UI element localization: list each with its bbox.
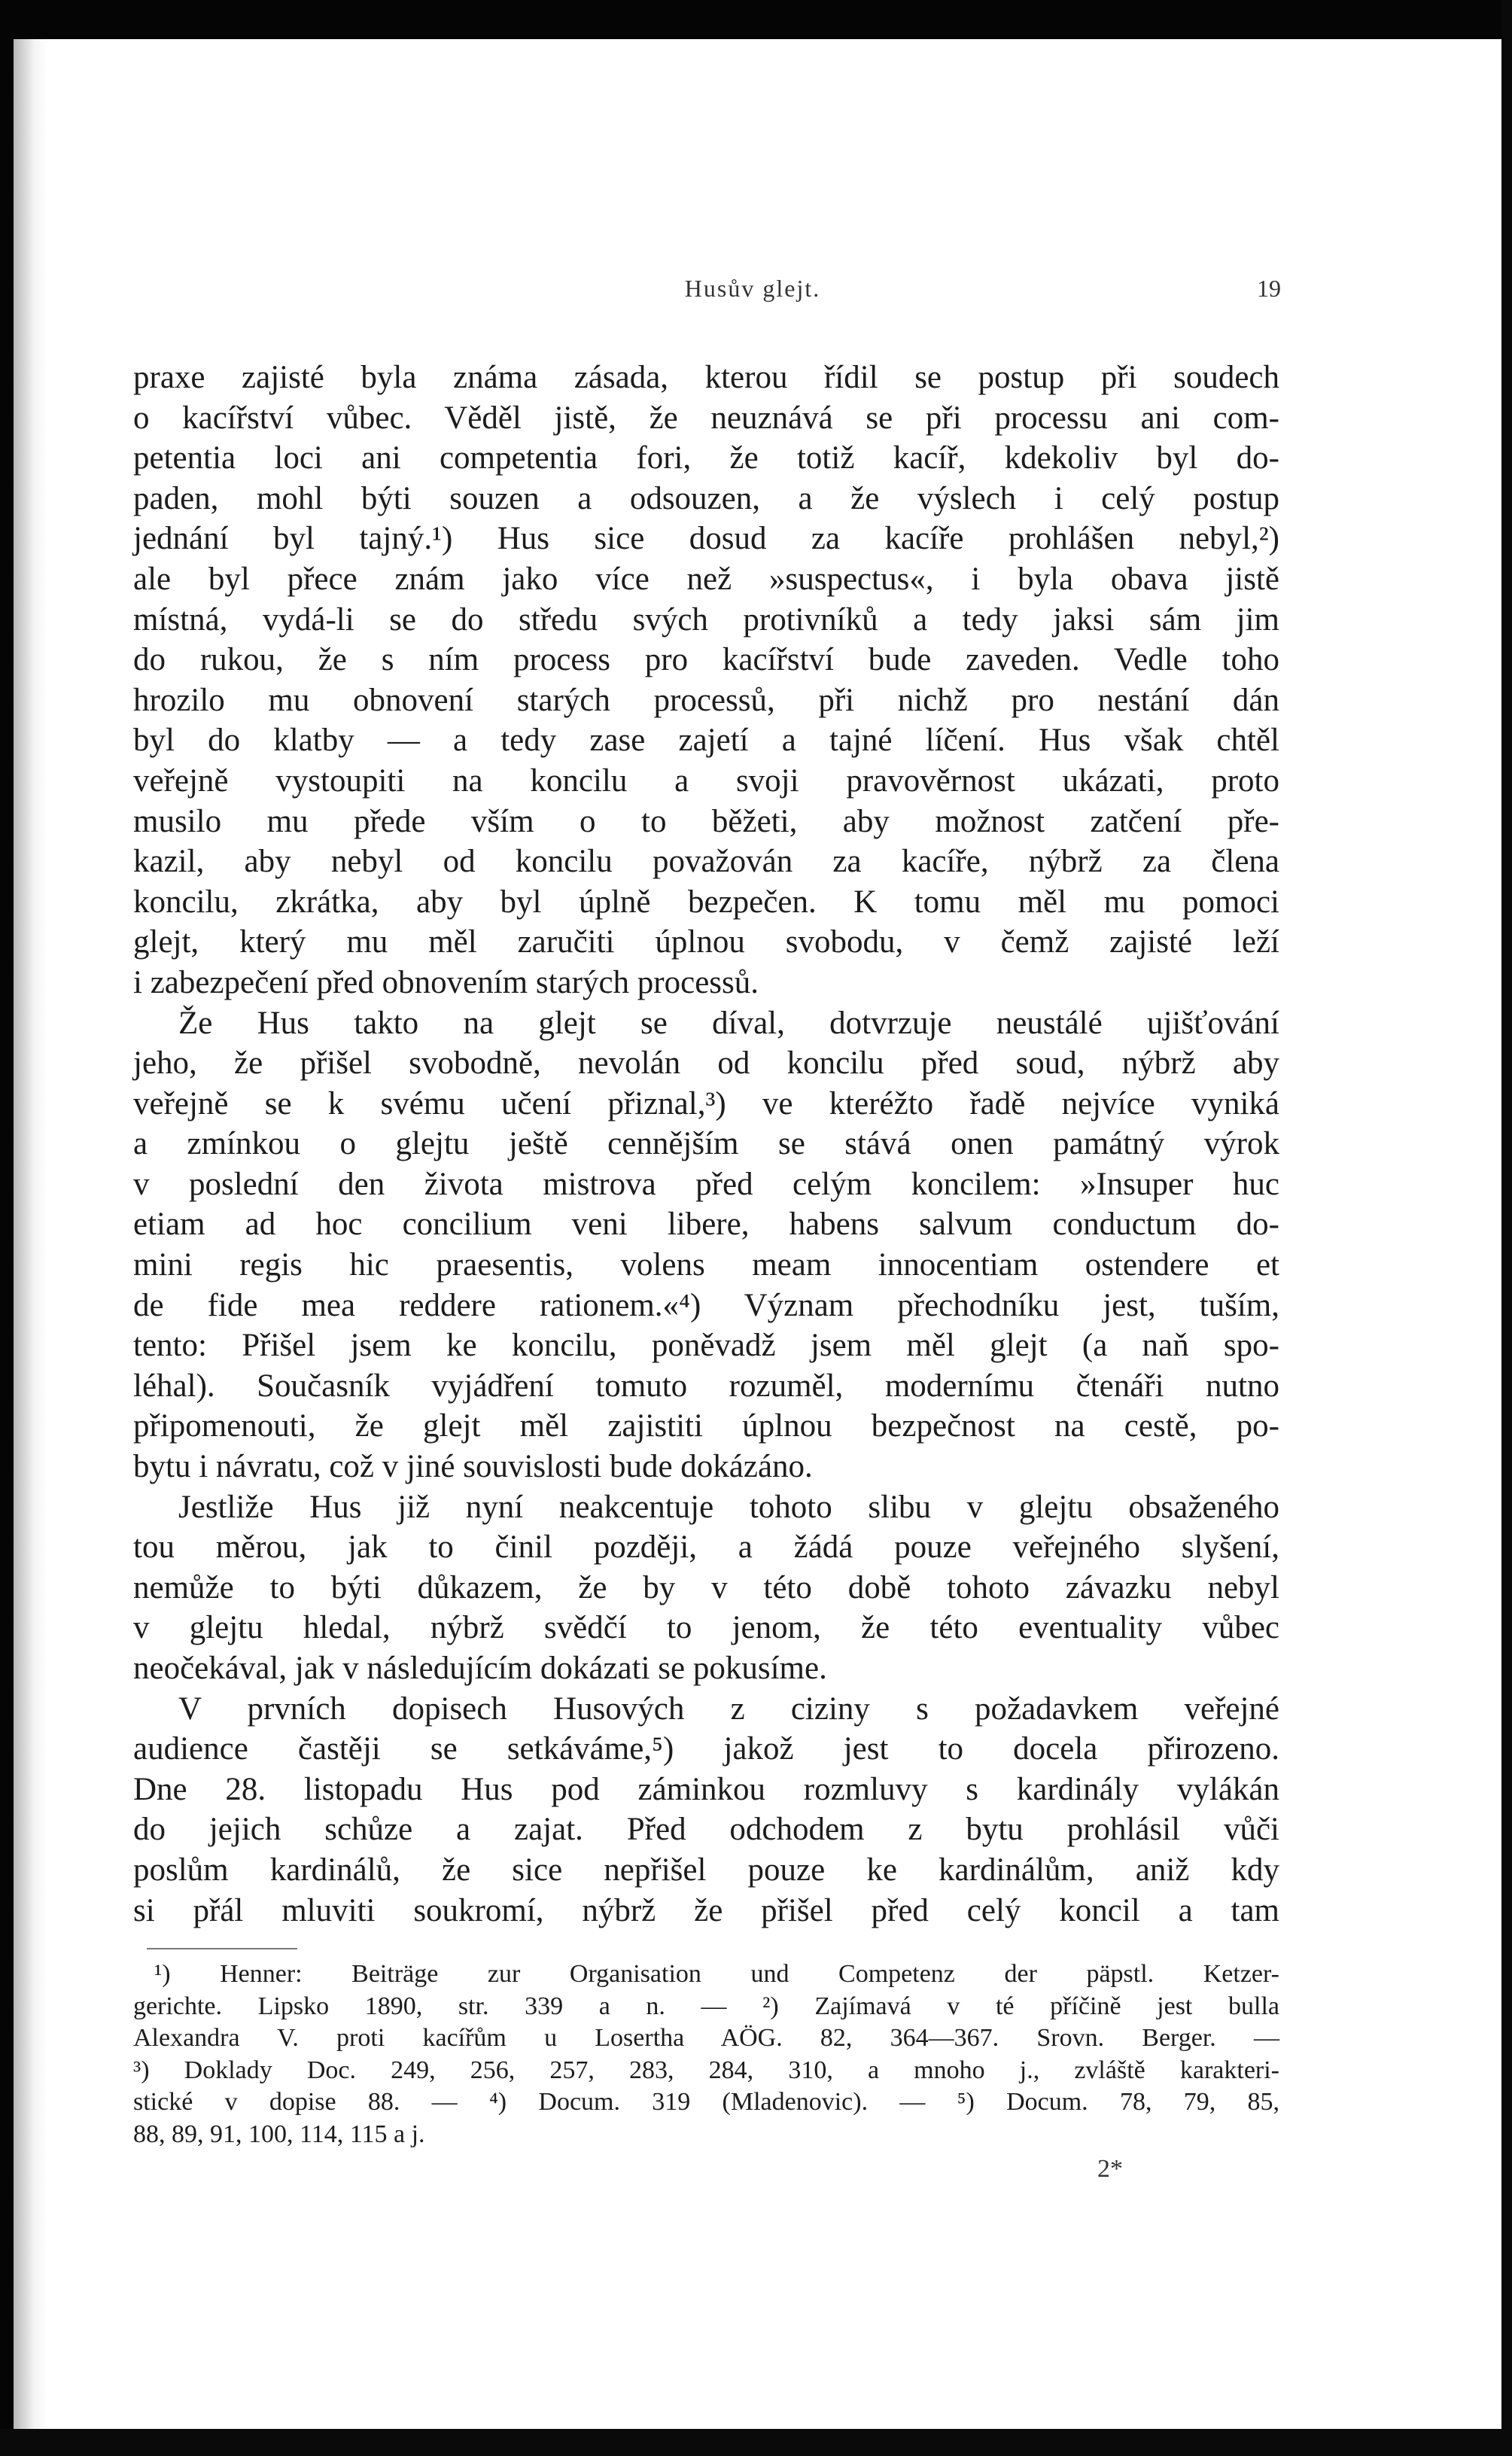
page-header — [0, 275, 1512, 320]
page-edge-shadow — [14, 39, 48, 2429]
text-line: veřejně vystoupiti na koncilu a svoji pravověrnost ukázati, proto — [133, 762, 1279, 799]
text-line: v glejtu hledal, nýbrž svědčí to jenom, že této eventuality vůbec — [133, 1610, 1279, 1646]
text-line: do jejich schůze a zajat. Před odchodem z bytu prohlásil vůči — [133, 1812, 1279, 1848]
text-line: bytu i návratu, což v jiné souvislosti bude dokázáno. — [133, 1449, 813, 1485]
text-line: mini regis hic praesentis, volens meam innocentiam ostendere et — [133, 1247, 1279, 1283]
text-line: si přál mluviti soukromí, nýbrž že přišel před celý koncil a tam — [133, 1892, 1279, 1928]
text-line: koncilu, zkrátka, aby byl úplně bezpečen. K tomu měl mu pomoci — [133, 884, 1279, 920]
text-line: paden, mohl býti souzen a odsouzen, a že výslech i celý postup — [133, 480, 1279, 516]
text-line: musilo mu přede vším o to běžeti, aby možnost zatčení pře- — [133, 803, 1279, 839]
text-line: Že Hus takto na glejt se díval, dotvrzuje neustálé ujišťování — [178, 1005, 1279, 1041]
text-line: i zabezpečení před obnovením starých processů. — [133, 964, 759, 1000]
text-line: petentia loci ani competentia fori, že totiž kacíř, kdekoliv byl do- — [133, 440, 1279, 476]
scan-border-bottom — [0, 2429, 1512, 2456]
running-title: Husův glejt. — [684, 275, 821, 302]
text-line: o kacířství vůbec. Věděl jistě, že neuznává se při processu ani com- — [133, 400, 1279, 436]
text-line: Jestliže Hus již nyní neakcentuje tohoto slibu v glejtu obsaženého — [178, 1489, 1279, 1525]
text-line: audience častěji se setkáváme,⁵) jakož jest to docela přirozeno. — [133, 1731, 1279, 1767]
page-number: 19 — [1257, 275, 1281, 302]
footnotes — [133, 1958, 1279, 2150]
text-line: poslům kardinálů, že sice nepřišel pouze ke kardinálům, aniž kdy — [133, 1852, 1279, 1888]
text-line: kazil, aby nebyl od koncilu považován za kacíře, nýbrž za člena — [133, 844, 1279, 880]
text-line: a zmínkou o glejtu ještě cennějším se stává onen památný výrok — [133, 1126, 1279, 1162]
text-line: V prvních dopisech Husových z ciziny s požadavkem veřejné — [178, 1691, 1279, 1727]
footnote-line: gerichte. Lipsko 1890, str. 339 a n. — ²) Zajímavá v té příčině jest bulla — [133, 1992, 1279, 2020]
text-line: tou měrou, jak to činil později, a žádá pouze veřejného slyšení, — [133, 1529, 1279, 1566]
text-line: jednání byl tajný.¹) Hus sice dosud za kacíře prohlášen nebyl,²) — [133, 521, 1279, 557]
text-line: praxe zajisté byla známa zásada, kterou řídil se postup při soudech — [133, 360, 1279, 395]
footnote-line: stické v dopise 88. — ⁴) Docum. 319 (Mladenovic). — ⁵) Docum. 78, 79, 85, — [133, 2088, 1279, 2116]
text-line: místná, vydá-li se do středu svých protivníků a tedy jaksi sám jim — [133, 601, 1279, 638]
text-line: ale byl přece znám jako více než »suspectus«, i byla obava jistě — [133, 561, 1279, 597]
scan-border-left — [0, 0, 14, 2456]
text-line: hrozilo mu obnovení starých processů, při nichž pro nestání dán — [133, 682, 1279, 718]
text-line: nemůže to býti důkazem, že by v této době tohoto závazku nebyl — [133, 1569, 1279, 1605]
footnote-line: 88, 89, 91, 100, 114, 115 a j. — [133, 2120, 425, 2148]
text-line: veřejně se k svému učení přiznal,³) ve kteréžto řadě nejvíce vyniká — [133, 1085, 1279, 1121]
scan-border-right — [1501, 0, 1512, 2456]
text-line: glejt, který mu měl zaručiti úplnou svobodu, v čemž zajisté leží — [133, 924, 1279, 960]
text-line: byl do klatby — a tedy zase zajetí a tajné líčení. Hus však chtěl — [133, 723, 1279, 759]
text-line: léhal). Současník vyjádření tomuto rozuměl, modernímu čtenáři nutno — [133, 1368, 1279, 1404]
text-line: de fide mea reddere rationem.«⁴) Význam přechodníku jest, tuším, — [133, 1287, 1279, 1323]
text-line: etiam ad hoc concilium veni libere, habens salvum conductum do- — [133, 1207, 1279, 1243]
text-line: připomenouti, že glejt měl zajistiti úplnou bezpečnost na cestě, po- — [133, 1408, 1279, 1444]
text-line: Dne 28. listopadu Hus pod záminkou rozmluvy s kardinály vylákán — [133, 1771, 1279, 1807]
text-line: jeho, že přišel svobodně, nevolán od koncilu před soud, nýbrž aby — [133, 1045, 1279, 1082]
text-line: tento: Přišel jsem ke koncilu, poněvadž jsem měl glejt (a naň spo- — [133, 1328, 1279, 1364]
body-text — [133, 358, 1279, 1931]
printer-signature-mark: 2* — [1097, 2155, 1123, 2183]
footnote-line: ³) Doklady Doc. 249, 256, 257, 283, 284, 310, a mnoho j., zvláště karakteri- — [133, 2056, 1279, 2084]
footnote-separator — [147, 1948, 297, 1949]
text-line: neočekával, jak v následujícím dokázati se pokusíme. — [133, 1651, 827, 1686]
footnote-line: Alexandra V. proti kacířům u Losertha AÖG. 82, 364—367. Srovn. Berger. — — [133, 2024, 1279, 2052]
text-line: v poslední den života mistrova před celým koncilem: »Insuper huc — [133, 1166, 1279, 1202]
footnote-line: ¹) Henner: Beiträge zur Organisation und Competenz der päpstl. Ketzer- — [154, 1960, 1279, 1988]
scan-border-top — [0, 0, 1512, 39]
text-line: do rukou, že s ním process pro kacířství bude zaveden. Vedle toho — [133, 642, 1279, 678]
